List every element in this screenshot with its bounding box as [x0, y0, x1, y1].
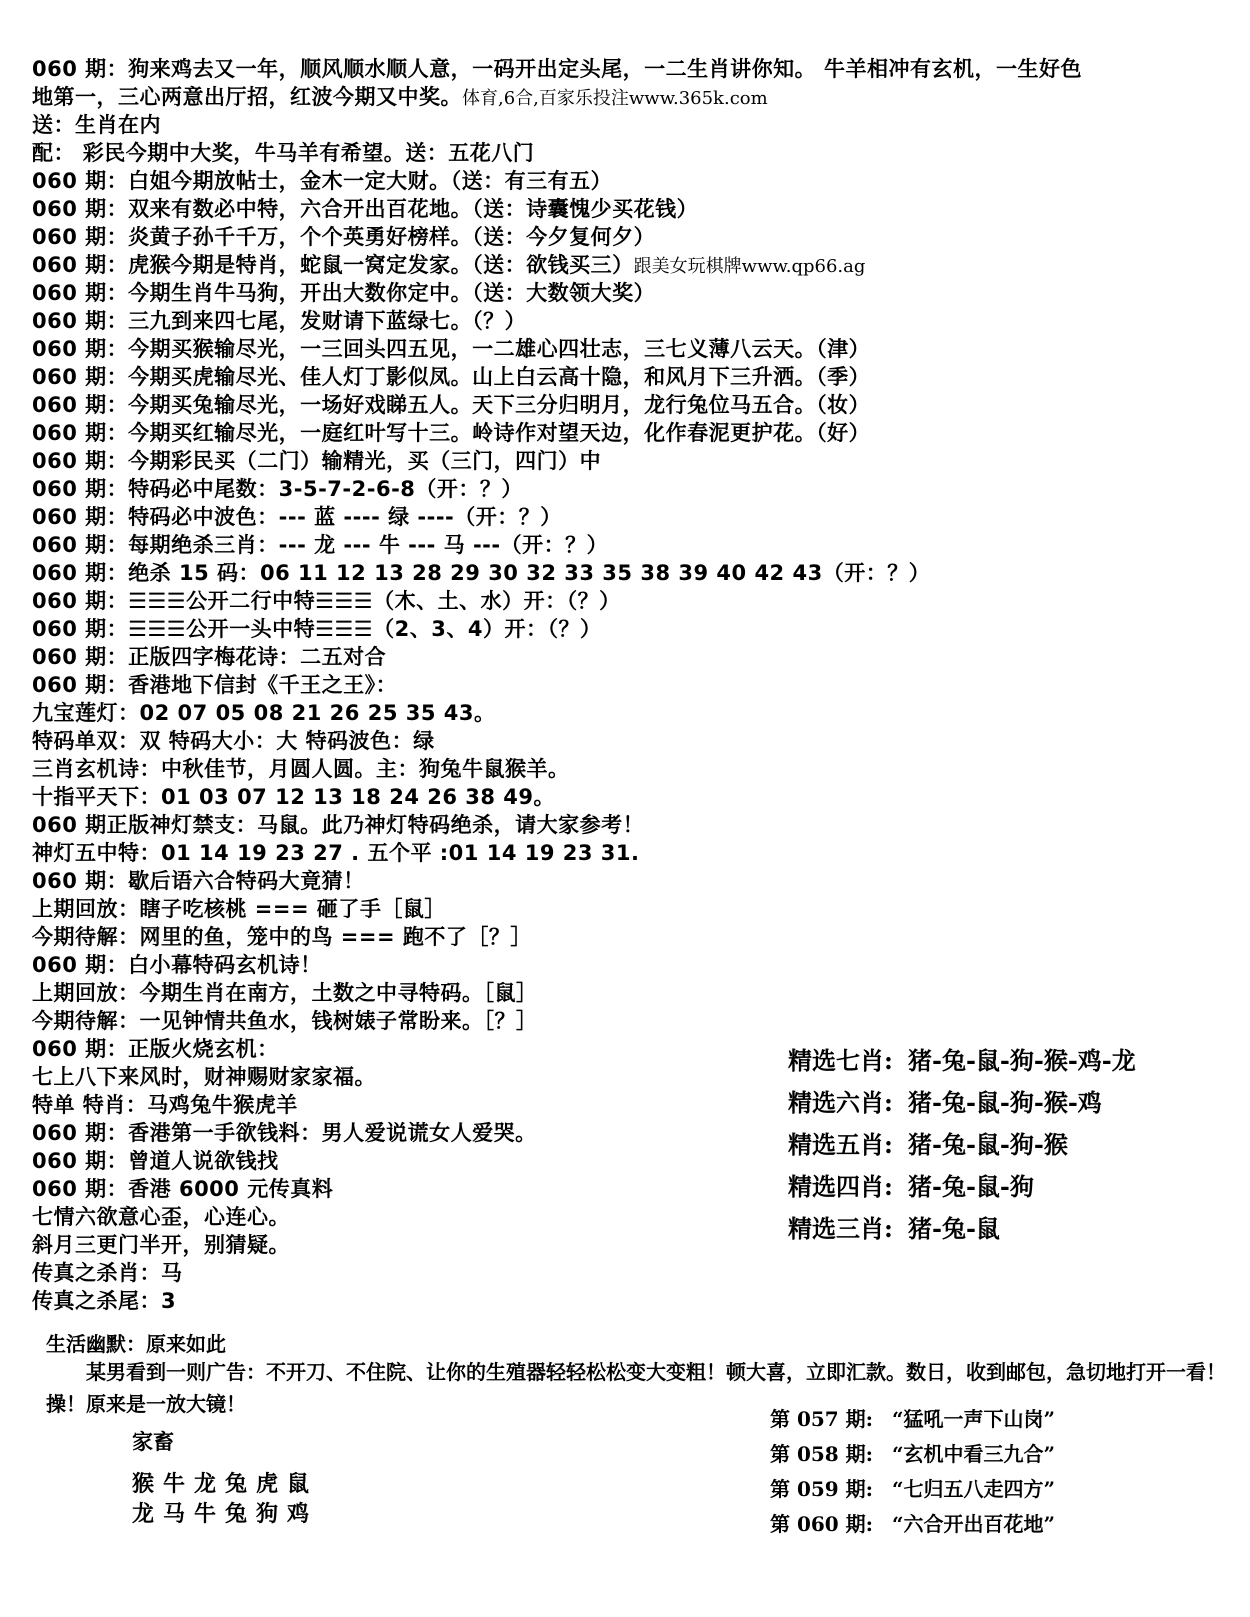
text-line: 九宝莲灯：02 07 05 08 21 26 25 35 43。: [32, 701, 496, 725]
text-line: 060 期：歇后语六合特码大竟猜！: [32, 869, 365, 893]
issue-text: “六合开出百花地”: [892, 1512, 1056, 1536]
pick-row: [788, 1124, 1136, 1166]
text-line-content: 060 期：虎猴今期是特肖，蛇鼠一窝定发家。（送：欲钱买三）: [32, 253, 634, 277]
joke-title: 生活幽默：原来如此: [46, 1332, 226, 1356]
issue-history: [770, 1402, 1055, 1542]
text-line: 060 期：今期买猴输尽光，一三回头四五见，一二雄心四壮志，三七义薄八云天。（津）: [32, 337, 871, 361]
text-line: 七情六欲意心歪，心连心。: [32, 1205, 290, 1229]
text-line: 特码单双：双 特码大小：大 特码波色：绿: [32, 729, 435, 753]
text-line: 060 期：☰☰☰公开二行中特☰☰☰（木、土、水）开：（？）: [32, 589, 621, 613]
text-line: 060 期：今期买虎输尽光、佳人灯丁影似凤。山上白云高十隐，和风月下三升洒。（季）: [32, 365, 871, 389]
pick-label: 精选三肖:: [788, 1214, 893, 1243]
pick-row: [788, 1082, 1136, 1124]
text-line: 060 期：曾道人说欲钱找: [32, 1149, 279, 1173]
text-line: 三肖玄机诗：中秋佳节，月圆人圆。主：狗兔牛鼠猴羊。: [32, 757, 570, 781]
issue-number: 第 058 期:: [770, 1442, 874, 1466]
text-line: 配： 彩民今期中大奖，牛马羊有希望。送：五花八门: [32, 141, 535, 165]
text-line: 传真之杀尾：3: [32, 1289, 177, 1313]
text-line: 060 期：正版火烧玄机：: [32, 1037, 279, 1061]
text-line: 今期待解：网里的鱼，笼中的鸟 === 跑不了［？］: [32, 925, 532, 949]
issue-number: 第 059 期:: [770, 1477, 874, 1501]
issue-row: [770, 1402, 1055, 1437]
text-line: [32, 84, 768, 112]
text-line: 060 期：狗来鸡去又一年，顺风顺水顺人意，一码开出定头尾，一二生肖讲你知。 牛羊相冲有玄机，一生好色: [32, 57, 1082, 81]
text-line: 神灯五中特：01 14 19 23 27 . 五个平 :01 14 19 23 31.: [32, 841, 640, 865]
livestock-box: [132, 1426, 318, 1530]
text-line: 060 期：香港 6000 元传真料: [32, 1177, 334, 1201]
pick-row: [788, 1208, 1136, 1250]
text-line: 十指平天下：01 03 07 12 13 18 24 26 38 49。: [32, 785, 556, 809]
issue-row: [770, 1437, 1055, 1472]
text-line: [32, 252, 865, 280]
watermark-365k: 体育,6合,百家乐投注www.365k.com: [462, 88, 768, 109]
text-line: 七上八下来风时，财神赐财家家福。: [32, 1065, 376, 1089]
text-line: 特单 特肖：马鸡兔牛猴虎羊: [32, 1093, 298, 1117]
text-line: 060 期：三九到来四七尾，发财请下蓝绿七。（？）: [32, 309, 527, 333]
text-line: 上期回放：瞎子吃核桃 === 砸了手［鼠］: [32, 897, 446, 921]
pick-label: 精选六肖:: [788, 1088, 893, 1117]
text-line: 今期待解：一见钟情共鱼水，钱树婊子常盼来。［？］: [32, 1009, 538, 1033]
text-line: 060 期：绝杀 15 码：06 11 12 13 28 29 30 32 33 35 38 39 40 42 43（开：？）: [32, 561, 931, 585]
issue-number: 第 060 期:: [770, 1512, 874, 1536]
text-line: 060 期：香港地下信封《千王之王》：: [32, 673, 398, 697]
text-line: 060 期：☰☰☰公开一头中特☰☰☰（2、3、4）开：（？）: [32, 617, 602, 641]
issue-text: “猛吼一声下山岗”: [892, 1407, 1056, 1431]
text-line: 060 期：特码必中波色：--- 蓝 ---- 绿 ----（开：？）: [32, 505, 562, 529]
text-line: 060 期：今期买红输尽光，一庭红叶写十三。岭诗作对望天边，化作春泥更护花。（好）: [32, 421, 871, 445]
text-line: 上期回放：今期生肖在南方，土数之中寻特码。［鼠］: [32, 981, 538, 1005]
text-line: 060 期：炎黄子孙千千万，个个英勇好榜样。（送：今夕复何夕）: [32, 225, 656, 249]
joke-body: 某男看到一则广告：不开刀、不住院、让你的生殖器轻轻松松变大变粗！顿大喜，立即汇款。数日，收到邮包，急切地打开一看！操！原来是一放大镜！: [46, 1360, 1226, 1416]
pick-label: 精选五肖:: [788, 1130, 893, 1159]
text-line: 060 期正版神灯禁支：马鼠。此乃神灯特码绝杀，请大家参考！: [32, 813, 645, 837]
pick-row: [788, 1166, 1136, 1208]
livestock-title: 家畜: [132, 1430, 174, 1454]
pick-value: 猪-兔-鼠-狗-猴-鸡-龙: [908, 1046, 1136, 1075]
zodiac-picks: [788, 1040, 1136, 1250]
text-line: 060 期：白小幕特码玄机诗！: [32, 953, 322, 977]
issue-text: “玄机中看三九合”: [892, 1442, 1056, 1466]
text-line: 060 期：今期生肖牛马狗，开出大数你定中。（送：大数领大奖）: [32, 281, 656, 305]
text-line: 传真之杀肖：马: [32, 1261, 183, 1285]
text-line: 060 期：正版四字梅花诗：二五对合: [32, 645, 387, 669]
pick-value: 猪-兔-鼠-狗-猴: [908, 1130, 1068, 1159]
issue-row: [770, 1472, 1055, 1507]
pick-value: 猪-兔-鼠-狗-猴-鸡: [908, 1088, 1102, 1117]
watermark-qp66: 跟美女玩棋牌www.qp66.ag: [633, 256, 866, 277]
text-line: 060 期：香港第一手欲钱料：男人爱说谎女人爱哭。: [32, 1121, 537, 1145]
issue-row: [770, 1507, 1055, 1542]
issue-text: “七归五八走四方”: [892, 1477, 1056, 1501]
text-line: 060 期：每期绝杀三肖：--- 龙 --- 牛 --- 马 ---（开：？）: [32, 533, 609, 557]
text-line-content: 地第一，三心两意出厅招，红波今期又中奖。: [32, 85, 462, 109]
issue-number: 第 057 期:: [770, 1407, 874, 1431]
text-line: 060 期：今期彩民买（二门）输精光，买（三门，四门）中: [32, 449, 602, 473]
livestock-row: 猴牛龙兔虎鼠: [132, 1472, 319, 1497]
text-line: 060 期：特码必中尾数：3-5-7-2-6-8（开：？）: [32, 477, 523, 501]
pick-label: 精选七肖:: [788, 1046, 893, 1075]
pick-value: 猪-兔-鼠-狗: [908, 1172, 1034, 1201]
text-line: 送：生肖在内: [32, 113, 161, 137]
pick-row: [788, 1040, 1136, 1082]
text-line: 060 期：今期买兔输尽光，一场好戏睇五人。天下三分归明月，龙行兔位马五合。（妆）: [32, 393, 871, 417]
text-line: 060 期：双来有数必中特，六合开出百花地。（送：诗囊愧少买花钱）: [32, 197, 699, 221]
text-line: 060 期：白姐今期放帖士，金木一定大财。（送：有三有五）: [32, 169, 613, 193]
pick-value: 猪-兔-鼠: [908, 1214, 1000, 1243]
text-line: 斜月三更门半开，别猜疑。: [32, 1233, 290, 1257]
pick-label: 精选四肖:: [788, 1172, 893, 1201]
livestock-row: 龙马牛兔狗鸡: [132, 1502, 319, 1527]
